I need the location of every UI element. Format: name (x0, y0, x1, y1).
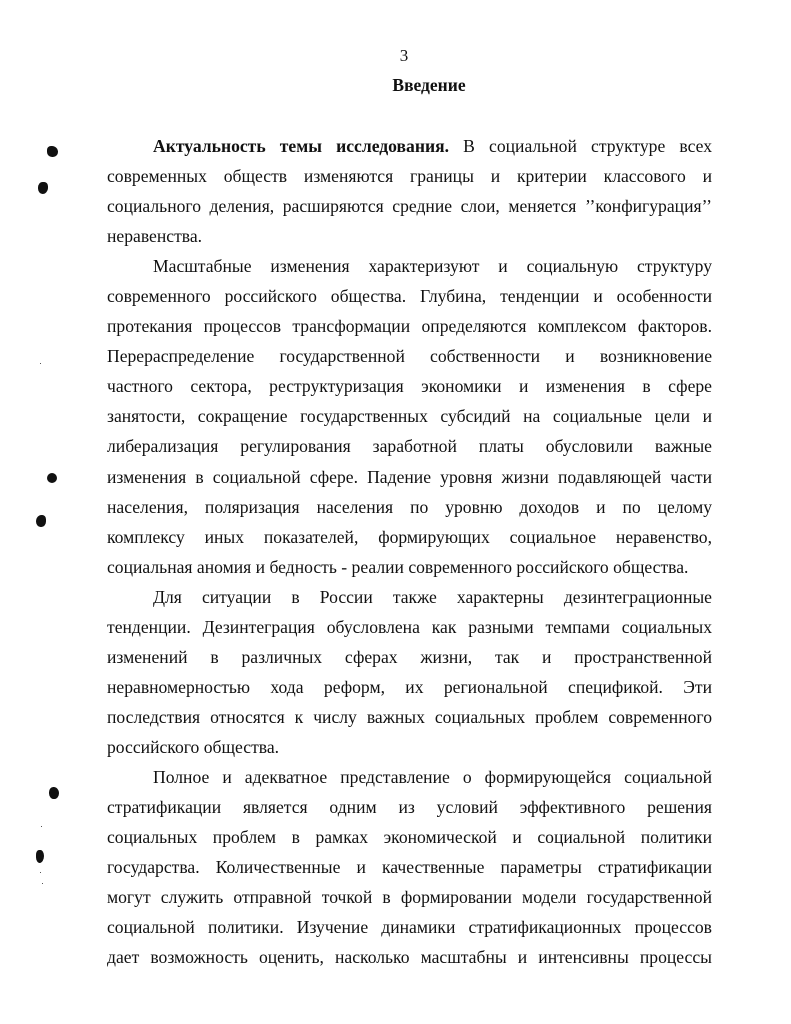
scan-speck (41, 826, 42, 827)
text-line: частного сектора, реструктуризация экономики и изменения в сфере (107, 376, 712, 397)
text-line: могут служить отправной точкой в формировании модели государственной (107, 887, 712, 908)
text-line: социального деления, расширяются средние слои, меняется ’’конфигурация’’ (107, 196, 712, 217)
text-line: изменения в социальной сфере. Падение уровня жизни подавляющей части (107, 466, 712, 487)
text-line: социальная аномия и бедность - реалии современного российского общества. (107, 556, 689, 577)
text-line: социальных проблем в рамках экономической и социальной политики (107, 827, 712, 848)
scan-mark (36, 850, 44, 863)
text-line: занятости, сокращение государственных субсидий на социальные цели и (107, 406, 712, 427)
text-line: неравенства. (107, 226, 203, 247)
text-line: изменений в различных сферах жизни, так и пространственной (107, 646, 712, 667)
text-line: социальной политики. Изучение динамики стратификационных процессов (107, 917, 712, 938)
text-line: неравномерностью хода реформ, их региональной спецификой. Эти (107, 676, 712, 697)
text-line: современного российского общества. Глубина, тенденции и особенности (107, 286, 712, 307)
page-number: 3 (399, 46, 409, 65)
text-line: протекания процессов трансформации определяются комплексом факторов. (107, 316, 712, 337)
text-line (107, 131, 712, 161)
scan-mark (38, 182, 48, 194)
paragraph-lead: Актуальность темы исследования. (153, 136, 450, 156)
page-heading: Введение (392, 75, 466, 95)
text-line: Перераспределение государственной собственности и возникновение (107, 346, 712, 367)
scan-speck (40, 872, 41, 873)
scan-mark (49, 787, 59, 799)
text-line: комплексу иных показателей, формирующих социальное неравенство, (107, 526, 712, 547)
text-line: Для ситуации в России также характерны дезинтеграционные (153, 586, 712, 607)
text-line: последствия относятся к числу важных социальных проблем современного (107, 706, 712, 727)
text-line: государства. Количественные и качественные параметры стратификации (107, 857, 712, 878)
scan-mark (47, 146, 58, 157)
body-text (107, 131, 712, 972)
line-text: В социальной структуре всех (449, 136, 712, 156)
scan-speck (42, 883, 43, 884)
scan-speck (40, 363, 41, 364)
text-line: российского общества. (107, 736, 280, 757)
text-line: дает возможность оценить, насколько масштабны и интенсивны процессы (107, 947, 712, 968)
text-line: населения, поляризация населения по уровню доходов и по целому (107, 496, 712, 517)
text-line: современных обществ изменяются границы и критерии классового и (107, 166, 712, 187)
scan-mark (36, 515, 46, 527)
text-line: стратификации является одним из условий эффективного решения (107, 797, 712, 818)
text-line: тенденции. Дезинтеграция обусловлена как разными темпами социальных (107, 616, 712, 637)
scan-mark (47, 473, 57, 483)
text-line: либерализация регулирования заработной платы обусловили важные (107, 436, 712, 457)
text-line: Масштабные изменения характеризуют и социальную структуру (153, 256, 712, 277)
text-line: Полное и адекватное представление о формирующейся социальной (153, 766, 712, 787)
